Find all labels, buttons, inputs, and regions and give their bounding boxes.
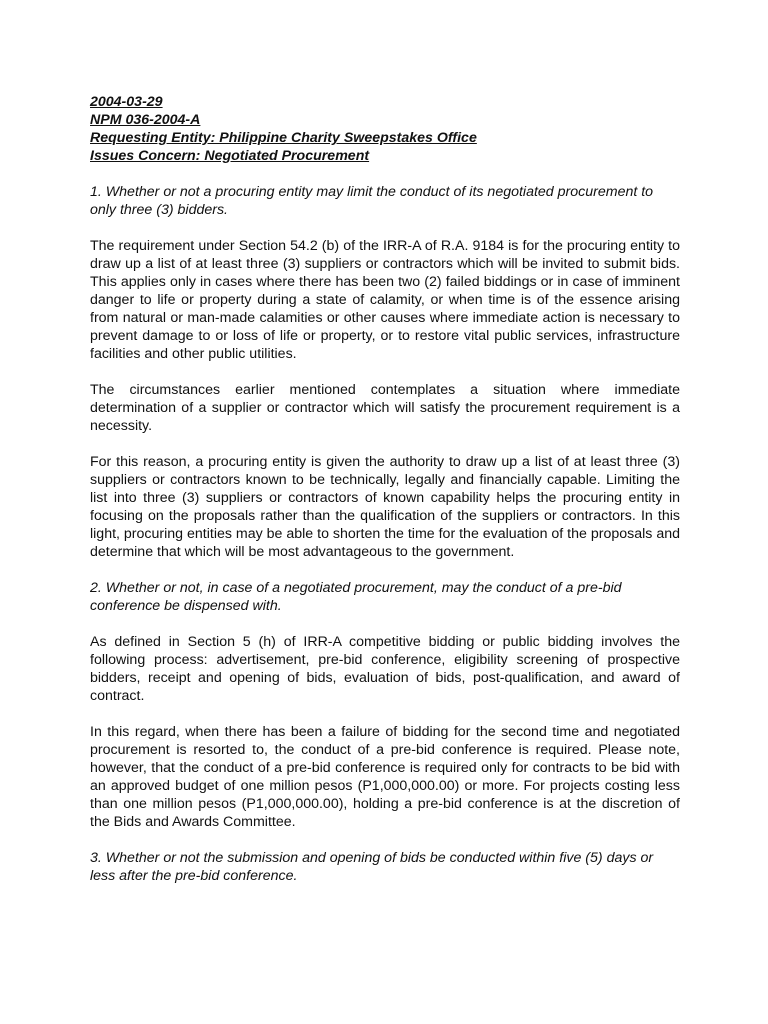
- paragraph-2: The circumstances earlier mentioned contemplates a situation where immediate determination of a supplier or contractor which will satisfy the procurement requirement is a necessity.: [90, 382, 680, 434]
- document-page: [90, 93, 680, 903]
- paragraph-4: As defined in Section 5 (h) of IRR-A competitive bidding or public bidding involves the following process: advertisement, pre-bid conference, eligibility screening of prospective bidders, receipt and opening of bids, evaluation of bids, post-qualification, and award of contract.: [90, 634, 680, 704]
- question-1: 1. Whether or not a procuring entity may limit the conduct of its negotiated procurement to only three (3) bidders.: [90, 184, 654, 218]
- document-header: [90, 93, 680, 165]
- issues-concern: Issues Concern: Negotiated Procurement: [90, 148, 370, 164]
- requesting-entity: Requesting Entity: Philippine Charity Sweepstakes Office: [90, 130, 477, 146]
- question-3: 3. Whether or not the submission and opening of bids be conducted within five (5) days or less after the pre-bid conference.: [90, 850, 654, 884]
- npm-number: NPM 036-2004-A: [90, 112, 201, 128]
- document-date: 2004-03-29: [90, 94, 163, 110]
- paragraph-5: In this regard, when there has been a failure of bidding for the second time and negotiated procurement is resorted to, the conduct of a pre-bid conference is required. Please note, however, that the conduct of a pre-bid conference is required only for contracts to be bid with an approved budget of one million pesos (P1,000,000.00) or more. For projects costing less than one million pesos (P1,000,000.00), holding a pre-bid conference is at the discretion of the Bids and Awards Committee.: [90, 724, 680, 830]
- question-2: 2. Whether or not, in case of a negotiated procurement, may the conduct of a pre-bid conference be dispensed with.: [90, 580, 622, 614]
- paragraph-1: The requirement under Section 54.2 (b) of the IRR-A of R.A. 9184 is for the procuring entity to draw up a list of at least three (3) suppliers or contractors which will be invited to submit bids. This applies only in cases where there has been two (2) failed biddings or in case of imminent danger to life or property during a state of calamity, or when time is of the essence arising from natural or man-made calamities or other causes where immediate action is necessary to prevent damage to or loss of life or property, or to restore vital public services, infrastructure facilities and other public utilities.: [90, 238, 680, 362]
- paragraph-3: For this reason, a procuring entity is given the authority to draw up a list of at least three (3) suppliers or contractors known to be technically, legally and financially capable. Limiting the list into three (3) suppliers or contractors of known capability helps the procuring entity in focusing on the proposals rather than the qualification of the suppliers or contractors. In this light, procuring entities may be able to shorten the time for the evaluation of the proposals and determine that which will be most advantageous to the government.: [90, 454, 680, 560]
